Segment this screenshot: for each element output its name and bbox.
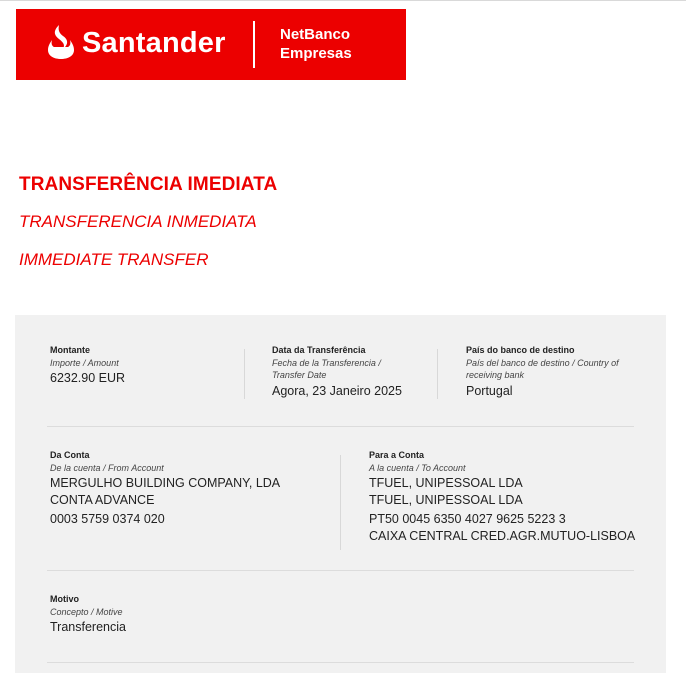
product-name-line1: NetBanco bbox=[280, 26, 351, 43]
to-account-label: Para a Conta bbox=[369, 450, 425, 460]
from-account-sublabel: De la cuenta / From Account bbox=[50, 463, 164, 473]
brand-name: Santander bbox=[82, 27, 226, 59]
row-divider bbox=[47, 426, 634, 427]
from-account-number: 0003 5759 0374 020 bbox=[50, 512, 165, 526]
column-divider bbox=[340, 455, 341, 550]
motive-value: Transferencia bbox=[50, 620, 126, 634]
page-title-pt: TRANSFERÊNCIA IMEDIATA bbox=[19, 174, 278, 195]
santander-flame-icon bbox=[44, 24, 78, 60]
to-account-holder: TFUEL, UNIPESSOAL LDA bbox=[369, 476, 523, 490]
amount-value: 6232.90 EUR bbox=[50, 371, 126, 385]
row-divider bbox=[47, 662, 634, 663]
product-name-line2: Empresas bbox=[280, 45, 352, 62]
country-label: País do banco de destino bbox=[466, 345, 575, 355]
amount-label: Montante bbox=[50, 345, 90, 355]
column-divider bbox=[244, 349, 245, 399]
motive-sublabel: Concepto / Motive bbox=[50, 607, 123, 617]
transfer-date-label: Data da Transferência bbox=[272, 345, 366, 355]
row-divider bbox=[47, 570, 634, 571]
to-account-bank: CAIXA CENTRAL CRED.AGR.MUTUO-LISBOA bbox=[369, 529, 636, 543]
to-account-name: TFUEL, UNIPESSOAL LDA bbox=[369, 493, 523, 507]
page-title-en: IMMEDIATE TRANSFER bbox=[19, 250, 209, 269]
transfer-date-sublabel-1: Fecha de la Transferencia / bbox=[272, 358, 381, 368]
transfer-date-sublabel-2: Transfer Date bbox=[272, 370, 327, 380]
page-title-es: TRANSFERENCIA INMEDIATA bbox=[19, 212, 257, 231]
country-value: Portugal bbox=[466, 384, 513, 398]
from-account-holder: MERGULHO BUILDING COMPANY, LDA bbox=[50, 476, 281, 490]
santander-banner bbox=[16, 9, 406, 80]
transfer-details-panel bbox=[15, 315, 666, 673]
column-divider bbox=[437, 349, 438, 399]
amount-sublabel: Importe / Amount bbox=[50, 358, 119, 368]
to-account-sublabel: A la cuenta / To Account bbox=[369, 463, 466, 473]
top-border bbox=[0, 0, 686, 1]
brand-divider bbox=[253, 21, 255, 68]
from-account-type: CONTA ADVANCE bbox=[50, 493, 155, 507]
to-account-iban: PT50 0045 6350 4027 9625 5223 3 bbox=[369, 512, 566, 526]
transfer-date-value: Agora, 23 Janeiro 2025 bbox=[272, 384, 402, 398]
from-account-label: Da Conta bbox=[50, 450, 90, 460]
country-sublabel-1: País del banco de destino / Country of bbox=[466, 358, 619, 368]
country-sublabel-2: receiving bank bbox=[466, 370, 525, 380]
motive-label: Motivo bbox=[50, 594, 79, 604]
